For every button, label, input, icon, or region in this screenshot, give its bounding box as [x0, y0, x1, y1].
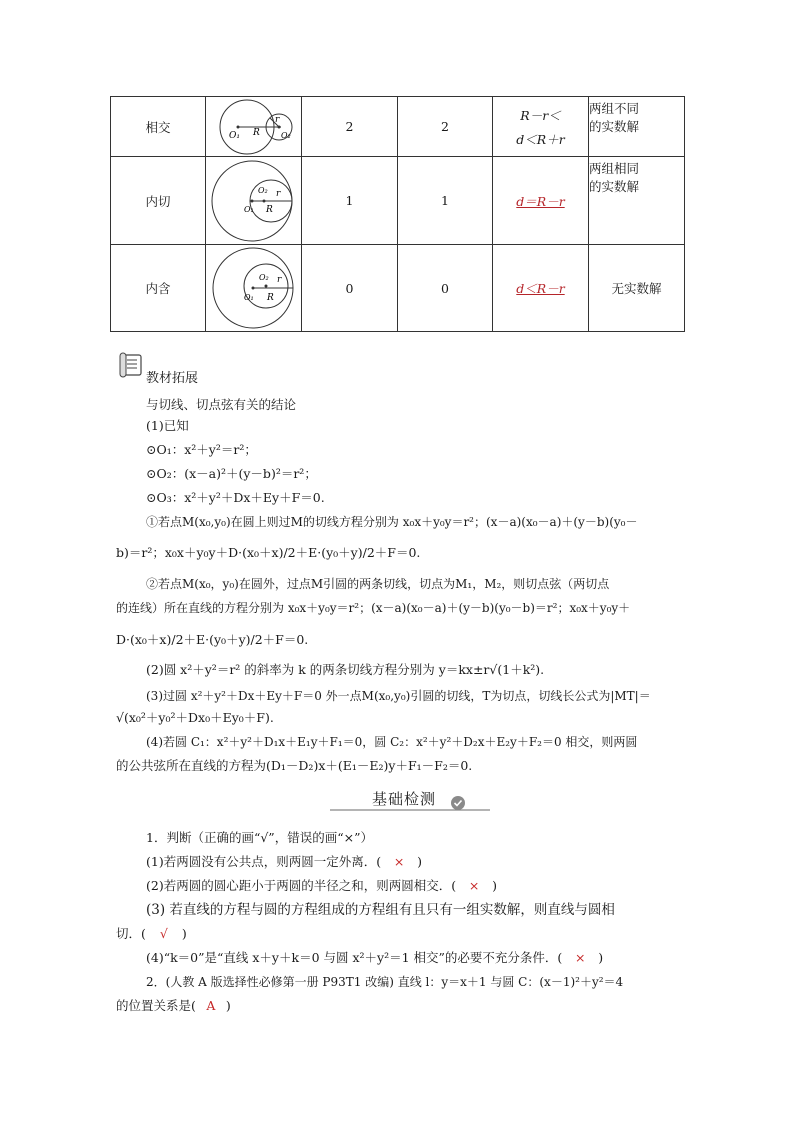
intersect-figure [209, 98, 299, 156]
ext-line: ⊙O₂：(x－a)²＋(y－b)²＝r²； [146, 466, 317, 481]
solutions-count-cell: 1 [398, 157, 493, 244]
solutions-cell: 无实数解 [611, 281, 662, 296]
ext-line: ②若点M(x₀，y₀)在圆外，过点M引圆的两条切线，切点为M₁，M₂，则切点弦（两切点 [146, 577, 610, 591]
svg-text:r: r [274, 114, 279, 125]
svg-text:O₁: O₁ [243, 293, 254, 302]
figure-cell [206, 245, 302, 331]
question-1: 1．判断（正确的画“√”，错误的画“×”） [146, 830, 373, 845]
condition-cell: d＜R－r [493, 245, 589, 331]
solutions-cell: 两组不同 的实数解 [589, 101, 640, 134]
ext-line: 的连线）所在直线的方程分别为 x₀x＋y₀y＝r²；(x－a)(x₀－a)＋(y－b)(y₀－b)＝r²；x₀x＋y₀y＋ [116, 601, 631, 615]
ext-line: D·(x₀＋x)/2＋E·(y₀＋y)/2＋F＝0. [116, 632, 309, 647]
ext-line: (4)若圆 C₁：x²＋y²＋D₁x＋E₁y＋F₁＝0，圆 C₂：x²＋y²＋D₂x＋E₂y＋F₂＝0 相交，则两圆 [146, 735, 638, 749]
ext-line: ①若点M(x₀,y₀)在圆上则过M的切线方程分别为 x₀x＋y₀y＝r²；(x－a)(x₀－a)＋(y－b)(y₀－ [146, 515, 638, 529]
common-points-cell: 1 [302, 157, 398, 244]
table-row [111, 245, 684, 331]
circle-position-table [110, 96, 685, 332]
extension-title: 教材拓展 [146, 371, 199, 386]
question-2-cont: 的位置关系是( A ) [116, 998, 231, 1013]
contained-figure [209, 246, 299, 330]
answer-mark: × [393, 854, 405, 869]
table-row [111, 97, 684, 157]
common-points-cell: 0 [302, 245, 398, 331]
ext-line: (2)圆 x²＋y²＝r² 的斜率为 k 的两条切线方程分别为 y＝kx±r√(1＋k²). [146, 662, 545, 677]
solutions-count-cell: 0 [398, 245, 493, 331]
relation-cell: 内含 [111, 245, 206, 331]
svg-text:O₂: O₂ [280, 130, 291, 140]
common-points-cell: 2 [302, 97, 398, 156]
question-1-4: (4)“k＝0”是“直线 x＋y＋k＝0 与圆 x²＋y²＝1 相交”的必要不充分条件．( × ) [146, 950, 604, 965]
answer-mark: × [575, 950, 586, 965]
question-1-2: (2)若两圆的圆心距小于两圆的半径之和，则两圆相交．( × ) [146, 878, 497, 893]
solutions-cell: 两组相同 的实数解 [589, 161, 640, 194]
ext-line: b)＝r²；x₀x＋y₀y＋D·(x₀＋x)/2＋E·(y₀＋y)/2＋F＝0. [116, 545, 421, 560]
relation-cell: 相交 [111, 97, 206, 156]
internal-tangent-figure [209, 158, 299, 244]
answer-mark: √ [159, 926, 168, 941]
svg-text:O₁: O₁ [243, 204, 254, 214]
ext-line: ⊙O₁：x²＋y²＝r²； [146, 442, 257, 457]
ext-line: ⊙O₃：x²＋y²＋Dx＋Ey＋F＝0. [146, 490, 325, 505]
answer-mark: × [468, 878, 480, 893]
svg-text:R: R [266, 293, 274, 303]
relation-cell: 内切 [111, 157, 206, 244]
question-1-3-cont: 切．( √ ) [116, 926, 187, 941]
svg-text:R: R [265, 204, 273, 215]
table-row [111, 157, 684, 245]
extension-subtitle: 与切线、切点弦有关的结论 [146, 397, 297, 412]
answer-mark: A [206, 998, 216, 1013]
figure-cell [206, 97, 302, 156]
figure-cell [206, 157, 302, 244]
question-1-1: (1)若两圆没有公共点，则两圆一定外离．( × ) [146, 854, 422, 869]
svg-text:r: r [276, 275, 281, 285]
condition-cell: d＝R－r [493, 157, 589, 244]
question-2: 2．(人教 A 版选择性必修第一册 P93T1 改编) 直线 l：y＝x＋1 与圆 C：(x－1)²＋y²＝4 [146, 975, 624, 989]
section-banner [330, 788, 490, 814]
svg-text:O₂: O₂ [258, 273, 269, 282]
svg-text:r: r [275, 188, 280, 199]
question-1-3: (3) 若直线的方程与圆的方程组成的方程组有且只有一组实数解，则直线与圆相 [146, 902, 615, 918]
solutions-count-cell: 2 [398, 97, 493, 156]
svg-text:O₁: O₁ [228, 130, 240, 141]
ext-line: √(x₀²＋y₀²＋Dx₀＋Ey₀＋F). [116, 710, 274, 725]
svg-text:O₂: O₂ [257, 185, 268, 195]
ext-line: (3)过圆 x²＋y²＋Dx＋Ey＋F＝0 外一点M(x₀,y₀)引圆的切线，T为切点，切线长公式为|MT|＝ [146, 689, 651, 703]
svg-text:R: R [252, 127, 260, 138]
ext-line: (1)已知 [146, 418, 189, 433]
scroll-icon [118, 351, 146, 379]
banner-title: 基础检测 [372, 790, 437, 808]
condition-cell: R－r＜ d＜R＋r [493, 97, 589, 156]
ext-line: 的公共弦所在直线的方程为(D₁－D₂)x＋(E₁－E₂)y＋F₁－F₂＝0. [116, 758, 473, 773]
